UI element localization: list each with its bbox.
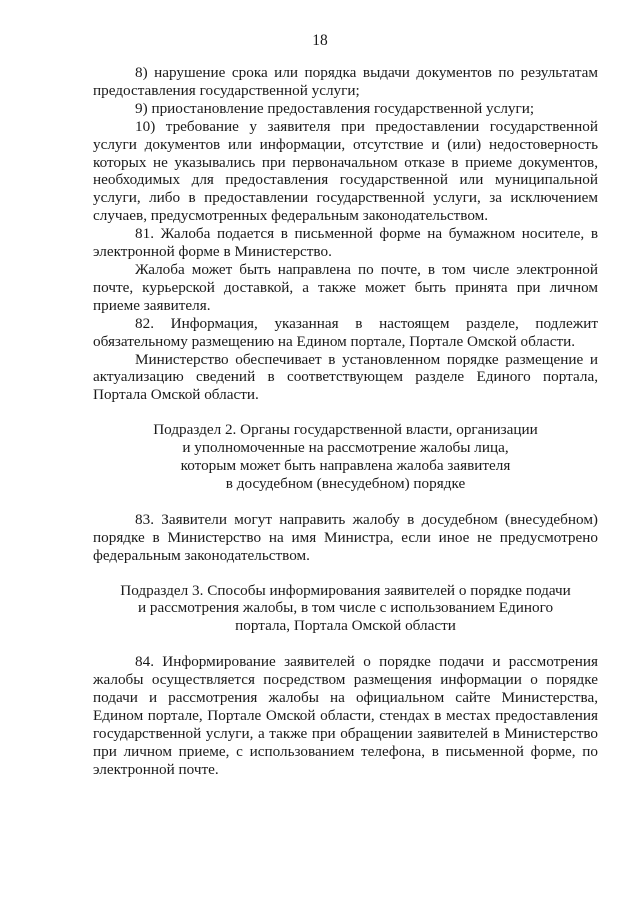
subsection-2-heading-line: в досудебном (внесудебном) порядке xyxy=(225,474,466,492)
clause-82-paragraph: 82. Информация, указанная в настоящем разделе, подлежит обязательному размещению на Едином портале, Портале Омской области. xyxy=(93,314,598,350)
subsection-2-heading-line: которым может быть направлена жалоба заявителя xyxy=(180,457,511,475)
spacer xyxy=(93,635,598,653)
document-body xyxy=(93,64,598,779)
spacer xyxy=(93,565,598,582)
subsection-2-heading xyxy=(93,421,598,493)
subsection-3-heading-line: и рассмотрения жалобы, в том числе с использованием Единого xyxy=(137,599,554,617)
item-9-paragraph: 9) приостановление предоставления государственной услуги; xyxy=(135,99,535,117)
subsection-3-heading-line: Подраздел 3. Способы информирования заявителей о порядке подачи xyxy=(120,581,571,599)
ministry-publication-paragraph: Министерство обеспечивает в установленном порядке размещение и актуализацию сведений в соответствующем разделе Единого портала, Портала Омской области. xyxy=(93,350,598,404)
spacer xyxy=(93,493,598,511)
subsection-3-heading xyxy=(93,582,598,636)
clause-83-paragraph: 83. Заявители могут направить жалобу в досудебном (внесудебном) порядке в Министерство на имя Министра, если иное не предусмотрено федеральным законодательством. xyxy=(93,510,598,564)
subsection-3-heading-line: портала, Портала Омской области xyxy=(235,617,456,635)
item-10-paragraph: 10) требование у заявителя при предоставлении государственной услуги документов или информации, отсутствие и (или) недостоверность которых не указывались при первоначальном отказе в приеме документов, необходимых для предоставления государственной или муниципальной услуги, либо в предоставлении государственной услуги, за исключением случаев, предусмотренных федеральным законодательством. xyxy=(93,117,598,225)
page-number: 18 xyxy=(312,32,328,49)
item-8-paragraph: 8) нарушение срока или порядка выдачи документов по результатам предоставления государственной услуги; xyxy=(93,64,598,99)
complaint-delivery-paragraph: Жалоба может быть направлена по почте, в том числе электронной почте, курьерской доставкой, а также может быть принята при личном приеме заявителя. xyxy=(93,260,598,314)
spacer xyxy=(93,404,598,421)
clause-84-paragraph: 84. Информирование заявителей о порядке подачи и рассмотрения жалобы осуществляется посредством размещения информации о порядке подачи и рассмотрения жалобы на официальном сайте Министерства, Едином портале, Портале Омской области, стендах в местах предоставления государственной услуги, а также при обращении заявителей в Министерство при личном приеме, с использованием телефона, в письменной форме, по электронной почте. xyxy=(93,653,598,778)
subsection-2-heading-line: Подраздел 2. Органы государственной власти, организации xyxy=(153,421,538,439)
clause-81-paragraph: 81. Жалоба подается в письменной форме на бумажном носителе, в электронной форме в Министерство. xyxy=(93,225,598,261)
subsection-2-heading-line: и уполномоченные на рассмотрение жалобы лица, xyxy=(182,439,509,457)
